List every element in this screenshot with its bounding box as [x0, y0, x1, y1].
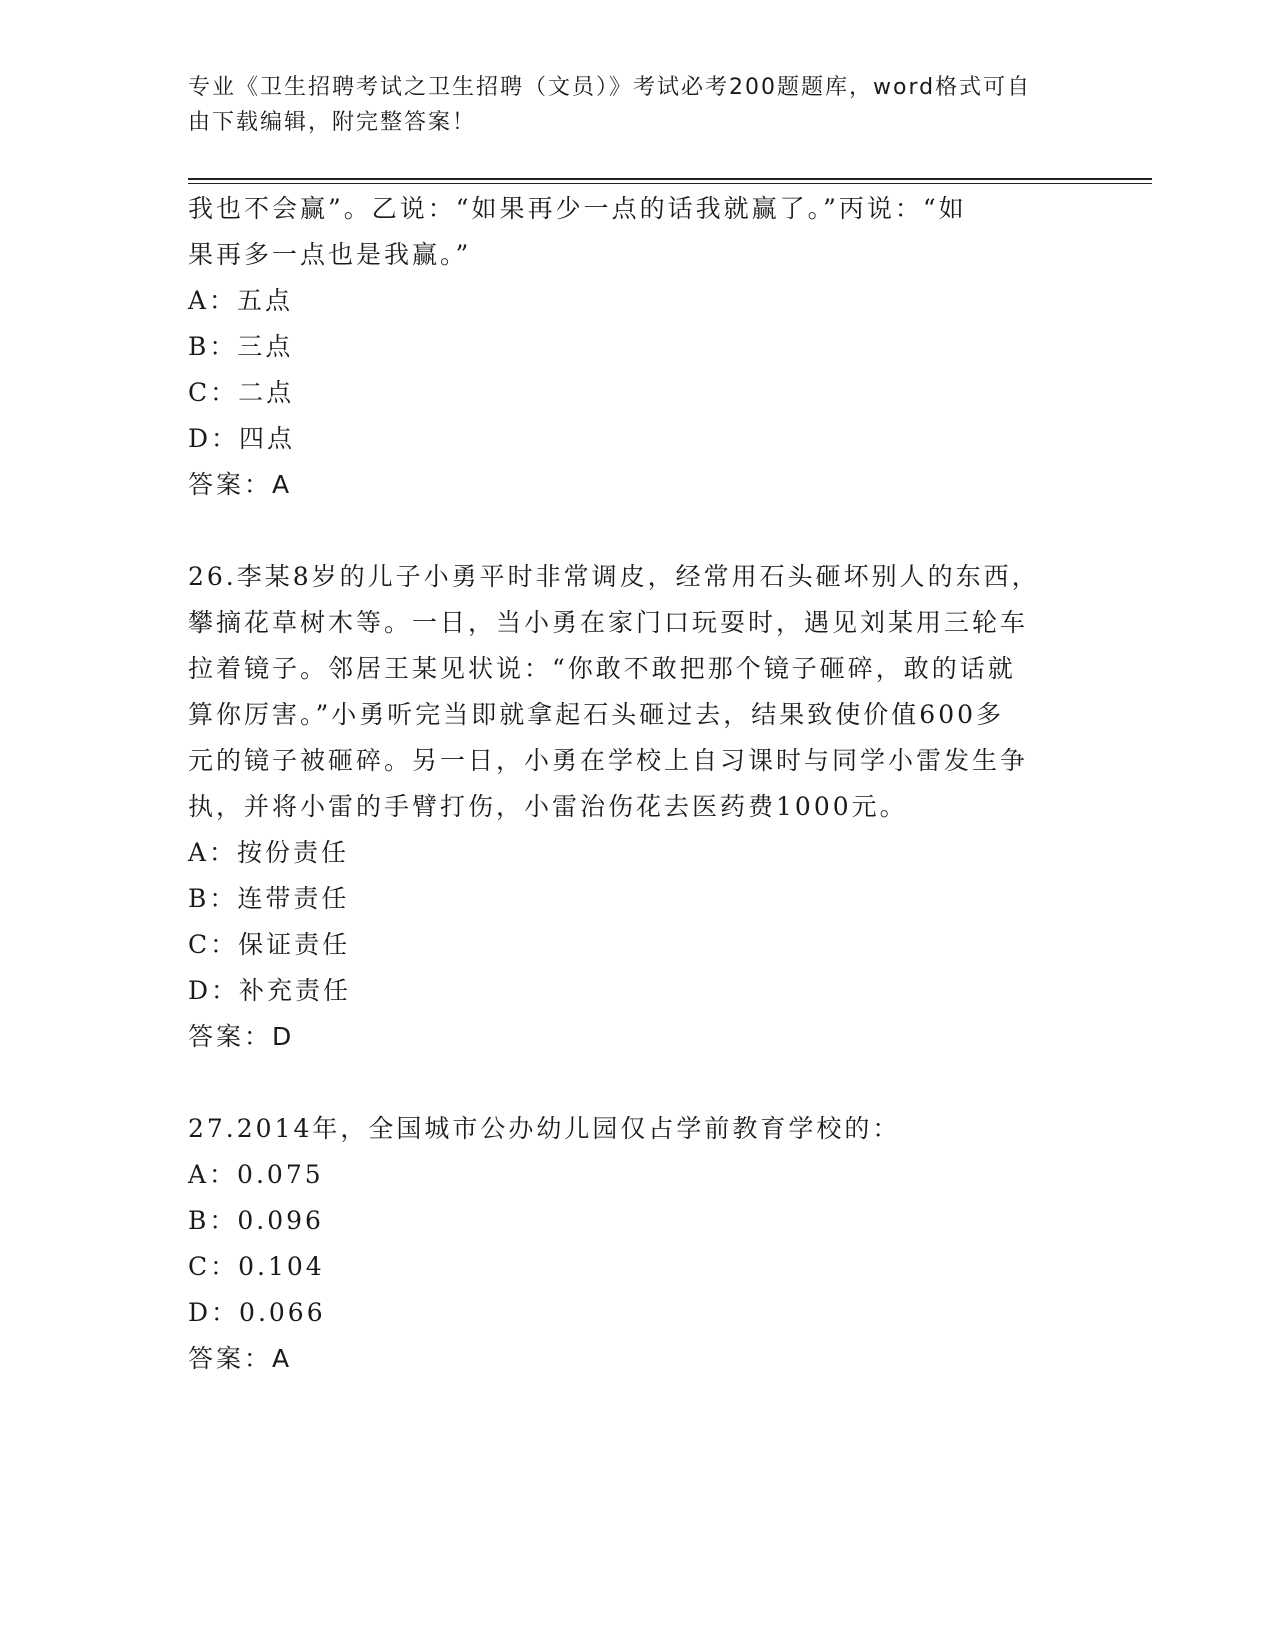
question-text-line: 拉着镜子。邻居王某见状说：“你敢不敢把那个镜子砸碎，敢的话就 [188, 654, 1016, 683]
option-c: C：保证责任 [188, 930, 351, 959]
answer-line: 答案：A [188, 1344, 293, 1373]
option-a: A：按份责任 [188, 838, 350, 867]
question-text-line: 执，并将小雷的手臂打伤，小雷治伤花去医药费1000元。 [188, 792, 908, 821]
question-text-line: 26.李某8岁的儿子小勇平时非常调皮，经常用石头砸坏别人的东西， [188, 562, 1040, 591]
header-rule-thick [188, 178, 1152, 180]
question-text-line: 果再多一点也是我赢。” [188, 240, 472, 269]
option-d: D：四点 [188, 424, 296, 453]
header-line-1: 专业《卫生招聘考试之卫生招聘（文员）》考试必考200题题库，word格式可自 [188, 75, 1032, 100]
option-b: B：三点 [188, 332, 294, 361]
option-a: A：五点 [188, 286, 294, 315]
question-text-line: 算你厉害。”小勇听完当即就拿起石头砸过去，结果致使价值600多 [188, 700, 1005, 729]
answer-line: 答案：D [188, 1022, 295, 1051]
option-b: B：0.096 [188, 1206, 324, 1235]
spacer [188, 1060, 1068, 1106]
option-b: B：连带责任 [188, 884, 350, 913]
answer-line: 答案：A [188, 470, 293, 499]
header-line-2: 由下载编辑，附完整答案！ [188, 110, 477, 135]
spacer [188, 508, 1068, 554]
question-26 [188, 554, 1068, 1060]
question-text-line: 元的镜子被砸碎。另一日，小勇在学校上自习课时与同学小雷发生争 [188, 746, 1029, 775]
header-rule-thin [188, 183, 1152, 184]
option-d: D：补充责任 [188, 976, 352, 1005]
option-d: D：0.066 [188, 1298, 326, 1327]
option-c: C：二点 [188, 378, 295, 407]
question-text-line: 27.2014年，全国城市公办幼儿园仅占学前教育学校的： [188, 1114, 901, 1143]
question-text-line: 攀摘花草树木等。一日，当小勇在家门口玩耍时，遇见刘某用三轮车 [188, 608, 1029, 637]
question-25-tail [188, 186, 1068, 508]
option-a: A：0.075 [188, 1160, 324, 1189]
question-27 [188, 1106, 1068, 1382]
question-text-line: 我也不会赢”。乙说：“如果再少一点的话我就赢了。”丙说：“如 [188, 194, 967, 223]
page-header [188, 70, 1068, 140]
option-c: C：0.104 [188, 1252, 325, 1281]
document-body [188, 186, 1068, 1382]
